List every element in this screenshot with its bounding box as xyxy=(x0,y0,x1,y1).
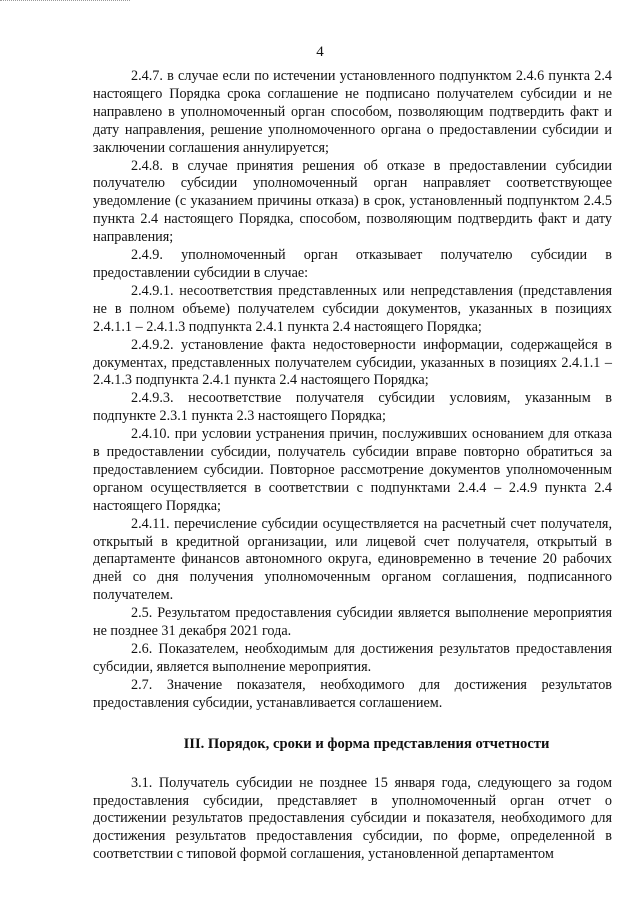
paragraph-2-4-8: 2.4.8. в случае принятия решения об отказе в предоставлении субсидии получателю субсидии уполномоченный орган направляет соответствующее уведомление (с указанием причины отказа) в срок, установленный подпунктом 2.4.5 пункта 2.4 настоящего Порядка, способом, позволяющим подтвердить факт и дату направления; xyxy=(93,157,612,246)
paragraph-2-6: 2.6. Показателем, необходимым для достижения результатов предоставления субсидии, является выполнение мероприятия. xyxy=(93,641,612,675)
paragraph-3-1: 3.1. Получатель субсидии не позднее 15 января года, следующего за годом предоставления субсидии, представляет в уполномоченный орган отчет о достижении результатов предоставления субсидии и показателя, необходимого для достижения результатов предоставления субсидии, по форме, определенной в соответствии с типовой формой соглашения, установленной департаментом xyxy=(93,774,612,863)
paragraph-2-4-7: 2.4.7. в случае если по истечении установленного подпунктом 2.4.6 пункта 2.4 настоящего Порядка срока соглашение не подписано получателем субсидии и не направлено в уполномоченный орган способом, позволяющим подтвердить факт и дату направления, решение уполномоченного органа о предоставлении субсидии и заключении соглашения аннулируется; xyxy=(93,68,612,156)
paragraph-2-4-9-3: 2.4.9.3. несоответствие получателя субсидии условиям, указанным в подпункте 2.3.1 пункта 2.3 настоящего Порядка; xyxy=(93,390,612,425)
paragraph-2-4-10: 2.4.10. при условии устранения причин, послуживших основанием для отказа в предоставлении субсидии, получатель субсидии вправе повторно обратиться за предоставлением субсидии. Повторное рассмотрение документов уполномоченным органом осуществляется в соответствии с подпунктами 2.4.4 – 2.4.9 пункта 2.4 настоящего Порядка; xyxy=(93,426,612,514)
paragraph-2-4-11: 2.4.11. перечисление субсидии осуществляется на расчетный счет получателя, открытый в кредитной организации, или лицевой счет получателя, открытый в департаменте финансов автономного округа, единовременно в течение 20 рабочих дней со дня получения уполномоченным органом соглашения, подписанного получателем. xyxy=(93,515,612,604)
paragraph-2-4-9-1: 2.4.9.1. несоответствия представленных или непредставления (представления не в полном объеме) получателем субсидии документов, указанных в позициях 2.4.1.1 – 2.4.1.3 подпункта 2.4.1 пункта 2.4 настоящего Порядка; xyxy=(93,282,612,335)
section-title: III. Порядок, сроки и форма представления отчетности xyxy=(183,735,550,752)
paragraph-2-4-9: 2.4.9. уполномоченный орган отказывает получателю субсидии в предоставлении субсидии в случае: xyxy=(93,247,612,281)
scan-edge-mark xyxy=(0,0,130,5)
page-number: 4 xyxy=(316,44,324,60)
paragraph-2-4-9-2: 2.4.9.2. установление факта недостоверности информации, содержащейся в документах, представленных получателем субсидии, указанных в позициях 2.4.1.1 – 2.4.1.3 подпункта 2.4.1 пункта 2.4 настоящего Порядка; xyxy=(93,336,612,389)
document-body xyxy=(93,68,612,864)
paragraph-2-7: 2.7. Значение показателя, необходимого для достижения результатов предоставления субсидии, устанавливается соглашением. xyxy=(93,676,612,711)
paragraph-2-5: 2.5. Результатом предоставления субсидии является выполнение мероприятия не позднее 31 декабря 2021 года. xyxy=(93,605,612,640)
